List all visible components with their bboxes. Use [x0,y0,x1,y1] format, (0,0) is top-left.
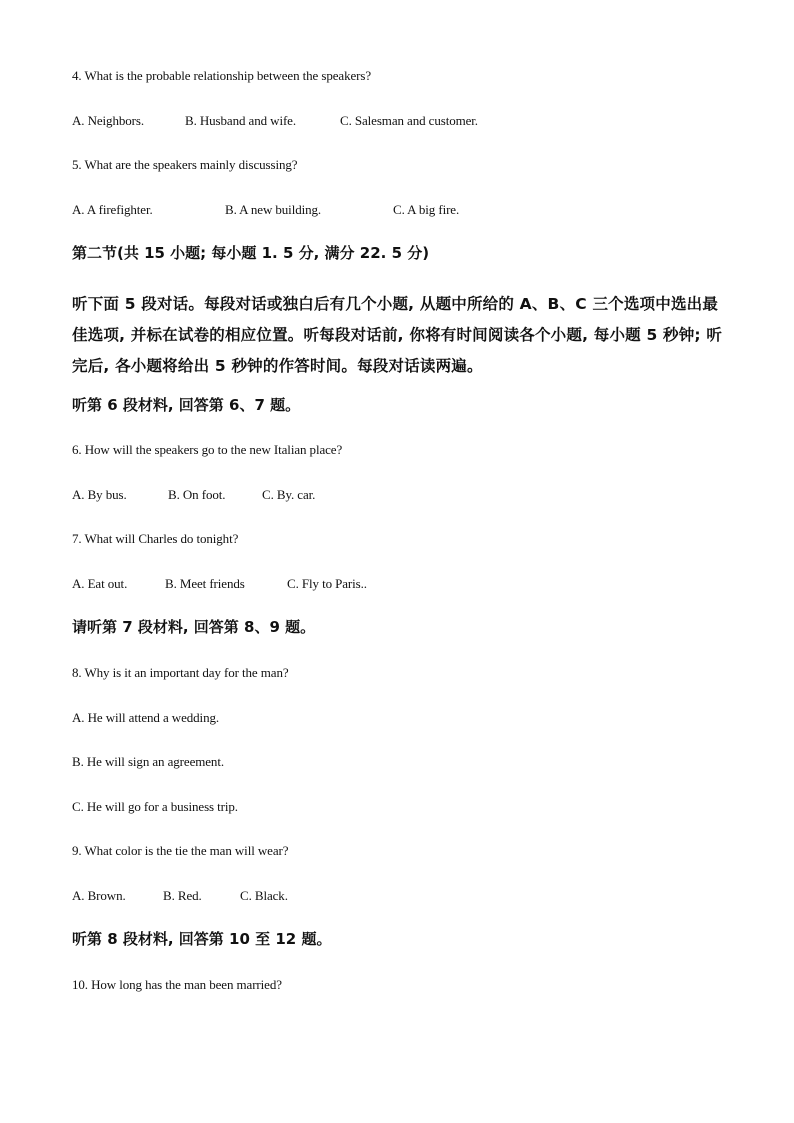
option-a: A. A firefighter. [72,202,153,217]
question-5-options [72,203,459,216]
option-b: B. On foot. [168,487,226,502]
question-5: 5. What are the speakers mainly discussing? [72,157,298,172]
material-6-heading: 听第 6 段材料, 回答第 6、7 题。 [72,396,301,414]
option-c: C. By. car. [262,487,316,502]
option-c: C. Fly to Paris.. [287,576,367,591]
option-a: A. By bus. [72,487,127,502]
option-b: B. A new building. [225,202,322,217]
question-9: 9. What color is the tie the man will wear? [72,843,289,858]
option-b: B. Red. [163,888,202,903]
exam-page [72,0,732,1123]
option-c: C. Salesman and customer. [340,113,478,128]
option-c: C. A big fire. [393,202,460,217]
material-8-heading: 听第 8 段材料, 回答第 10 至 12 题。 [72,930,332,948]
option-a: A. Brown. [72,888,126,903]
section-2-heading: 第二节(共 15 小题; 每小题 1. 5 分, 满分 22. 5 分) [72,244,430,262]
question-8: 8. Why is it an important day for the man? [72,665,289,680]
option-c: C. Black. [240,888,288,903]
question-7-options [72,577,367,590]
material-7-heading: 请听第 7 段材料, 回答第 8、9 题。 [72,618,316,636]
question-7: 7. What will Charles do tonight? [72,531,239,546]
question-6-options [72,488,315,501]
option-b: B. Husband and wife. [185,113,297,128]
question-4: 4. What is the probable relationship between the speakers? [72,68,371,83]
section-2-instructions: 听下面 5 段对话。每段对话或独白后有几个小题, 从题中所给的 A、B、C 三个选项中选出最佳选项, 并标在试卷的相应位置。听每段对话前, 你将有时间阅读各个小题, 每小题 5 秒钟; 听完后, 各小题将给出 5 秒钟的作答时间。每段对话读两遍。 [72,295,723,375]
question-4-options [72,114,478,127]
option-b: B. Meet friends [165,576,245,591]
question-10: 10. How long has the man been married? [72,977,282,992]
question-8-option-b: B. He will sign an agreement. [72,754,224,769]
question-6: 6. How will the speakers go to the new Italian place? [72,442,343,457]
option-a: A. Eat out. [72,576,128,591]
question-9-options [72,889,288,902]
option-a: A. Neighbors. [72,113,144,128]
question-8-option-a: A. He will attend a wedding. [72,710,220,725]
question-8-option-c: C. He will go for a business trip. [72,799,238,814]
